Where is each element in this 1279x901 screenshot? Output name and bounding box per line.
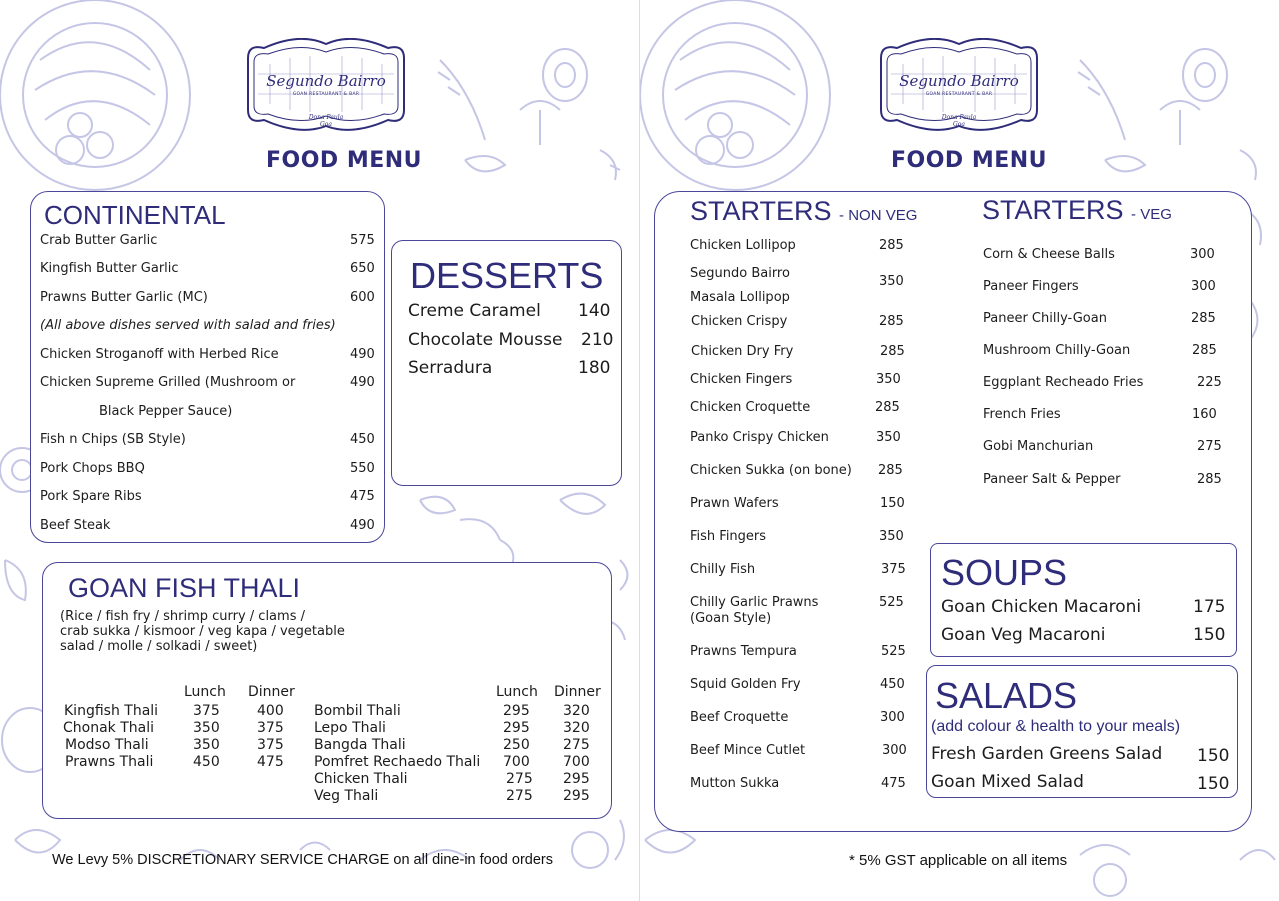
menu-item-price: 550 <box>350 461 375 476</box>
menu-item-name: Prawns Tempura <box>690 644 797 659</box>
menu-item-price: 285 <box>880 344 905 359</box>
thali-lunch-price: 350 <box>193 737 220 753</box>
goan-fish-thali-section <box>42 562 612 819</box>
thali-name: Bombil Thali <box>314 703 401 719</box>
menu-item-name: Mutton Sukka <box>690 776 780 791</box>
thali-description-line: (Rice / fish fry / shrimp curry / clams / <box>60 609 305 624</box>
menu-item-price: 285 <box>879 238 904 253</box>
logo-location <box>240 114 412 128</box>
menu-item-name: Masala Lollipop <box>690 290 790 305</box>
thali-dinner-price: 275 <box>563 737 590 753</box>
dinner-column-header: Dinner <box>248 684 295 700</box>
menu-item-name: Chocolate Mousse <box>408 330 563 350</box>
menu-item-price: 285 <box>879 314 904 329</box>
thali-dinner-price: 375 <box>257 737 284 753</box>
menu-item-price: 150 <box>880 496 905 511</box>
menu-item-name: Fresh Garden Greens Salad <box>931 744 1163 764</box>
thali-dinner-price: 320 <box>563 720 590 736</box>
menu-item-price: 490 <box>350 375 375 390</box>
menu-item-price: 150 <box>1197 774 1230 794</box>
menu-item-name: Creme Caramel <box>408 301 541 321</box>
thali-name: Veg Thali <box>314 788 379 804</box>
menu-item-name: Chicken Supreme Grilled (Mushroom or <box>40 375 296 390</box>
lunch-column-header: Lunch <box>496 684 538 700</box>
menu-item-price: 180 <box>578 358 611 378</box>
right-menu-page <box>640 0 1279 901</box>
starters-nonveg-subtitle: - NON VEG <box>839 207 918 224</box>
restaurant-logo <box>873 38 1045 134</box>
logo-tagline: GOAN RESTAURANT & BAR <box>292 92 360 97</box>
menu-item-name: Paneer Chilly-Goan <box>983 311 1107 326</box>
menu-item-name: Chilly Fish <box>690 562 756 577</box>
menu-item-name: (Goan Style) <box>690 611 772 626</box>
salads-title: SALADS <box>935 675 1078 716</box>
thali-lunch-price: 450 <box>193 754 220 770</box>
thali-name: Pomfret Rechaedo Thali <box>314 754 481 770</box>
menu-item-price: 300 <box>1190 247 1215 262</box>
menu-item-name: Eggplant Recheado Fries <box>983 375 1144 390</box>
menu-item-price: 150 <box>1193 625 1226 645</box>
thali-name: Lepo Thali <box>314 720 386 736</box>
menu-item-price: 140 <box>578 301 611 321</box>
menu-item-price: 475 <box>350 489 375 504</box>
menu-item-price: 650 <box>350 261 375 276</box>
thali-lunch-price: 275 <box>506 771 533 787</box>
menu-item-name: Fish Fingers <box>690 529 767 544</box>
thali-lunch-price: 295 <box>503 703 530 719</box>
menu-item-name: Fish n Chips (SB Style) <box>40 432 186 447</box>
menu-item-name: Goan Chicken Macaroni <box>941 597 1142 617</box>
desserts-title: DESSERTS <box>410 255 604 296</box>
menu-item-price: 285 <box>878 463 903 478</box>
thali-dinner-price: 295 <box>563 788 590 804</box>
menu-item-price: 350 <box>879 529 904 544</box>
logo-name: Segundo Bairro <box>266 72 386 90</box>
menu-item-price: 285 <box>875 400 900 415</box>
thali-lunch-price: 700 <box>503 754 530 770</box>
menu-item-price: 285 <box>1192 343 1217 358</box>
continental-note: (All above dishes served with salad and fries) <box>40 318 336 333</box>
logo-name: Segundo Bairro <box>899 72 1019 90</box>
menu-item-name: Prawns Butter Garlic (MC) <box>40 290 208 305</box>
soups-title: SOUPS <box>941 552 1068 593</box>
dinner-column-header: Dinner <box>554 684 601 700</box>
soups-section <box>930 543 1237 657</box>
thali-dinner-price: 375 <box>257 720 284 736</box>
menu-item-price: 600 <box>350 290 375 305</box>
starters-nonveg-title <box>690 196 917 227</box>
thali-name: Kingfish Thali <box>64 703 159 719</box>
starters-veg-heading: STARTERS <box>982 195 1124 225</box>
menu-item-price: 350 <box>876 372 901 387</box>
menu-item-name: Beef Croquette <box>690 710 789 725</box>
menu-item-price: 350 <box>879 274 904 289</box>
starters-nonveg-heading: STARTERS <box>690 196 832 226</box>
continental-section <box>30 191 385 543</box>
menu-item-name: Chicken Stroganoff with Herbed Rice <box>40 347 279 362</box>
salads-section <box>926 665 1238 798</box>
logo-location-line1: Dona Paula <box>941 114 977 121</box>
menu-item-price: 175 <box>1193 597 1226 617</box>
menu-item-price: 475 <box>881 776 906 791</box>
menu-item-price: 525 <box>881 644 906 659</box>
menu-item-price: 150 <box>1197 746 1230 766</box>
thali-description-line: crab sukka / kismoor / veg kapa / vegetable <box>60 624 345 639</box>
menu-item-name: Paneer Salt & Pepper <box>983 472 1121 487</box>
thali-lunch-price: 375 <box>193 703 220 719</box>
thali-dinner-price: 400 <box>257 703 284 719</box>
logo-location <box>873 114 1045 128</box>
menu-item-price: 285 <box>1191 311 1216 326</box>
menu-item-price: 160 <box>1192 407 1217 422</box>
thali-lunch-price: 250 <box>503 737 530 753</box>
menu-item-name: Mushroom Chilly-Goan <box>983 343 1131 358</box>
continental-title: CONTINENTAL <box>44 200 226 230</box>
menu-item-price: 210 <box>581 330 614 350</box>
menu-item-price: 285 <box>1197 472 1222 487</box>
menu-title: FOOD MENU <box>891 148 1048 173</box>
menu-item-price: 300 <box>882 743 907 758</box>
thali-lunch-price: 295 <box>503 720 530 736</box>
logo-location-line1: Dona Paula <box>308 114 344 121</box>
gst-note: * 5% GST applicable on all items <box>849 852 1068 869</box>
menu-item-name: Corn & Cheese Balls <box>983 247 1115 262</box>
menu-item-name: Chicken Croquette <box>690 400 811 415</box>
menu-item-name: Chicken Sukka (on bone) <box>690 463 852 478</box>
menu-item-price: 575 <box>350 233 375 248</box>
thali-title: GOAN FISH THALI <box>68 573 301 603</box>
menu-item-name: Beef Steak <box>40 518 111 533</box>
menu-title: FOOD MENU <box>266 148 423 173</box>
logo-tagline: GOAN RESTAURANT & BAR <box>925 92 993 97</box>
menu-item-name: Chicken Fingers <box>690 372 793 387</box>
menu-item-name: Squid Golden Fry <box>690 677 801 692</box>
menu-item-name: Gobi Manchurian <box>983 439 1094 454</box>
starters-veg-subtitle: - VEG <box>1131 206 1172 223</box>
menu-item-price: 490 <box>350 518 375 533</box>
logo-location-line2: Goa <box>953 121 965 128</box>
thali-dinner-price: 475 <box>257 754 284 770</box>
lunch-column-header: Lunch <box>184 684 226 700</box>
service-charge-note: We Levy 5% DISCRETIONARY SERVICE CHARGE on all dine-in food orders <box>52 852 553 868</box>
menu-item-name: Chicken Lollipop <box>690 238 796 253</box>
menu-item-name: French Fries <box>983 407 1061 422</box>
thali-description-line: salad / molle / solkadi / sweet) <box>60 639 258 654</box>
menu-item-name: Pork Spare Ribs <box>40 489 142 504</box>
menu-item-name: Chilly Garlic Prawns <box>690 595 819 610</box>
menu-item-price: 300 <box>1191 279 1216 294</box>
menu-item-name: Beef Mince Cutlet <box>690 743 806 758</box>
thali-dinner-price: 320 <box>563 703 590 719</box>
menu-item-price: 275 <box>1197 439 1222 454</box>
menu-item-name: Paneer Fingers <box>983 279 1079 294</box>
thali-name: Bangda Thali <box>314 737 406 753</box>
menu-item-name: Crab Butter Garlic <box>40 233 158 248</box>
menu-item-name: Goan Mixed Salad <box>931 772 1084 792</box>
starters-veg-title <box>982 195 1172 226</box>
thali-name: Modso Thali <box>65 737 149 753</box>
thali-name: Prawns Thali <box>65 754 154 770</box>
menu-item-name: Chicken Dry Fry <box>691 344 794 359</box>
menu-item-name: Kingfish Butter Garlic <box>40 261 179 276</box>
menu-item-price: 490 <box>350 347 375 362</box>
menu-item-price: 375 <box>881 562 906 577</box>
menu-item-name: Prawn Wafers <box>690 496 779 511</box>
menu-item-name: Panko Crispy Chicken <box>690 430 829 445</box>
menu-item-price: 350 <box>876 430 901 445</box>
menu-item-continuation: Black Pepper Sauce) <box>99 404 233 419</box>
logo-location-line2: Goa <box>320 121 332 128</box>
menu-item-price: 300 <box>880 710 905 725</box>
thali-name: Chicken Thali <box>314 771 408 787</box>
menu-item-price: 225 <box>1197 375 1222 390</box>
menu-item-name: Serradura <box>408 358 493 378</box>
desserts-section <box>391 240 622 486</box>
thali-lunch-price: 275 <box>506 788 533 804</box>
restaurant-logo <box>240 38 412 134</box>
menu-item-name: Chicken Crispy <box>691 314 788 329</box>
menu-item-name: Goan Veg Macaroni <box>941 625 1106 645</box>
menu-item-price: 525 <box>879 595 904 610</box>
thali-name: Chonak Thali <box>63 720 155 736</box>
menu-item-name: Segundo Bairro <box>690 266 790 281</box>
thali-dinner-price: 700 <box>563 754 590 770</box>
menu-item-name: Pork Chops BBQ <box>40 461 145 476</box>
menu-item-price: 450 <box>880 677 905 692</box>
thali-lunch-price: 350 <box>193 720 220 736</box>
salads-subtitle: (add colour & health to your meals) <box>931 718 1181 735</box>
thali-dinner-price: 295 <box>563 771 590 787</box>
menu-item-price: 450 <box>350 432 375 447</box>
